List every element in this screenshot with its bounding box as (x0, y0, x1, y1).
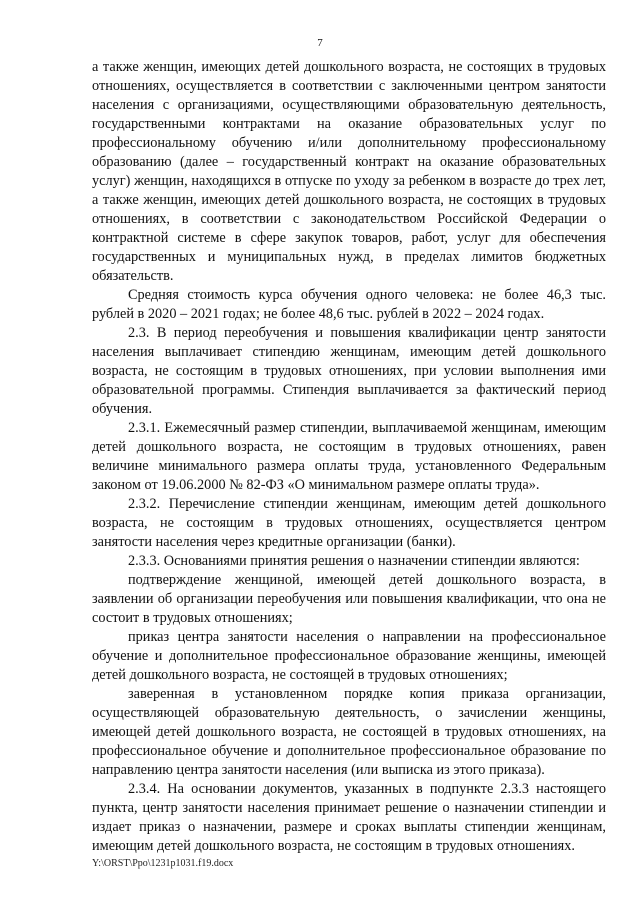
paragraph-2-3-1: 2.3.1. Ежемесячный размер стипендии, выплачиваемой женщинам, имеющим детей дошкольного возраста, не состоящим в трудовых отношениях, равен величине минимального размера оплаты труда, установленного Федеральным законом от 19.06.2000 № 82-ФЗ «О минимальном размере оплаты труда». (92, 420, 606, 493)
footer-file-path: Y:\ORST\Ppo\1231p1031.f19.docx (92, 858, 234, 869)
paragraph-2-3-4: 2.3.4. На основании документов, указанных в подпункте 2.3.3 настоящего пункта, центр занятости населения принимает решение о назначении стипендии и издает приказ о назначении, размере и сроках выплаты стипендии женщинам, имеющим детей дошкольного возраста, не состоящим в трудовых отношениях. (92, 781, 606, 854)
document-body (92, 58, 606, 856)
paragraph-basis-order: приказ центра занятости населения о направлении на профессиональное обучение и дополнительное профессиональное образование женщины, имеющей детей дошкольного возраста, не состоящей в трудовых отношениях; (92, 629, 606, 683)
paragraph-course-cost: Средняя стоимость курса обучения одного человека: не более 46,3 тыс. рублей в 2020 – 2021 годах; не более 48,6 тыс. рублей в 2022 – 2024 годах. (92, 287, 606, 322)
paragraph-2-3: 2.3. В период переобучения и повышения квалификации центр занятости населения выплачивает стипендию женщинам, имеющим детей дошкольного возраста, не состоящим в трудовых отношениях, при условии выполнения ими образовательной программы. Стипендия выплачивается за фактический период обучения. (92, 325, 606, 417)
paragraph-basis-copy: заверенная в установленном порядке копия приказа организации, осуществляющей образовательную деятельность, о зачислении женщины, имеющей детей дошкольного возраста, не состоящей в трудовых отношениях, на профессиональное обучение и дополнительное профессиональное образование по направлению центра занятости населения (или выписка из этого приказа). (92, 686, 606, 778)
paragraph-2-3-3: 2.3.3. Основаниями принятия решения о назначении стипендии являются: (128, 553, 580, 569)
paragraph-2-3-2: 2.3.2. Перечисление стипендии женщинам, имеющим детей дошкольного возраста, не состоящим в трудовых отношениях, осуществляется центром занятости населения через кредитные организации (банки). (92, 496, 606, 550)
paragraph-basis-confirmation: подтверждение женщиной, имеющей детей дошкольного возраста, в заявлении об организации переобучения или повышения квалификации, что она не состоит в трудовых отношениях; (92, 572, 606, 626)
paragraph-contract-continuation: а также женщин, имеющих детей дошкольного возраста, не состоящих в трудовых отношениях, осуществляется в соответствии с заключенными центром занятости населения с организациями, осуществляющими образовательную деятельность, государственными контрактами на оказание образовательных услуг по профессиональному обучению и/или дополнительному профессиональному образованию (далее – государственный контракт на оказание образовательных услуг) женщин, находящихся в отпуске по уходу за ребенком в возрасте до трех лет, а также женщин, имеющих детей дошкольного возраста, не состоящих в трудовых отношениях, в соответствии с законодательством Российской Федерации о контрактной системе в сфере закупок товаров, работ, услуг для обеспечения государственных и муниципальных нужд, в пределах лимитов бюджетных обязательств. (92, 59, 606, 284)
page-number: 7 (317, 37, 323, 49)
